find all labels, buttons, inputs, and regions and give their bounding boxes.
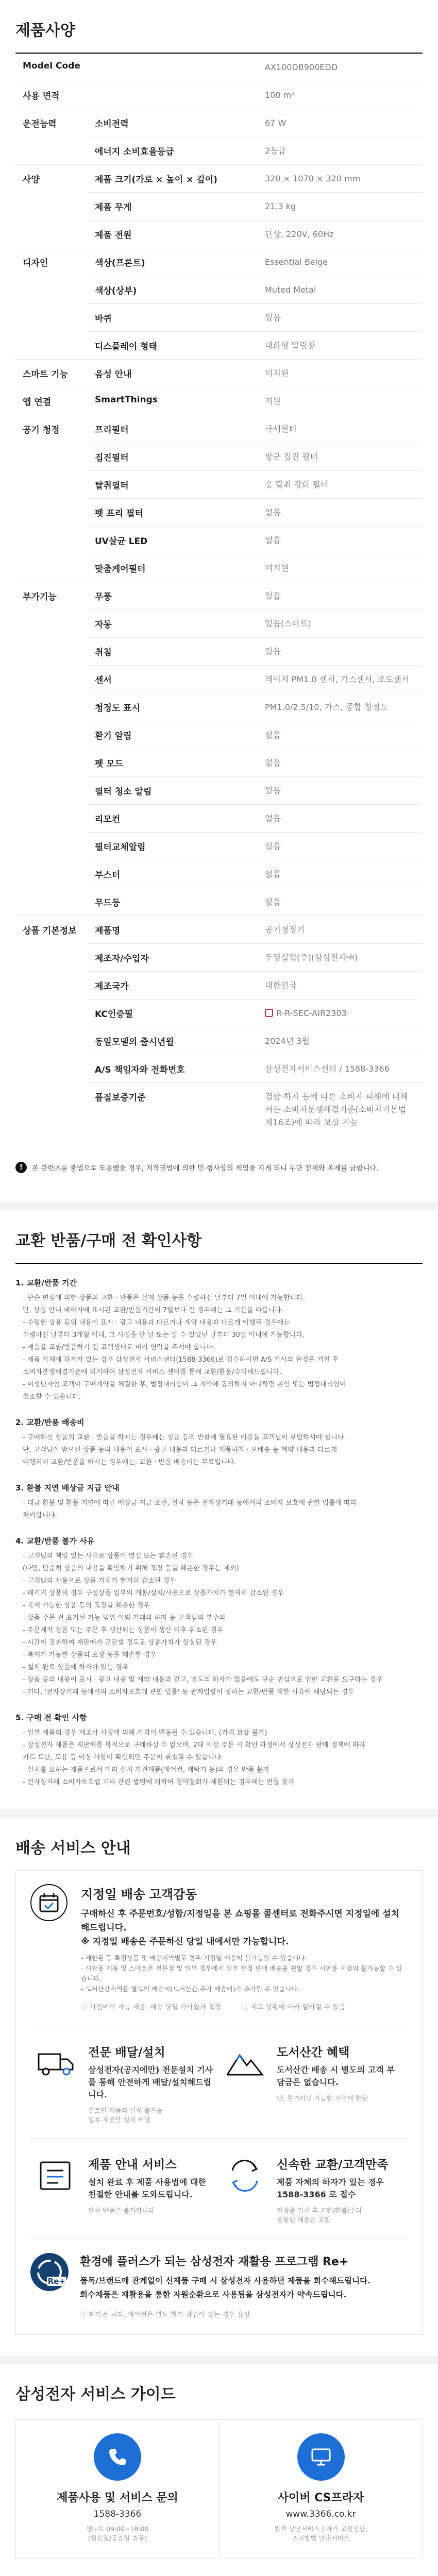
- service-cyber-url[interactable]: www.3366.co.kr: [285, 2509, 356, 2519]
- spec-row: [88, 193, 423, 221]
- delivery-section: [0, 1818, 438, 2335]
- benefit-note: 판정을 거친 후 교환/환불/수리 공통된 제품은 교환: [277, 2207, 362, 2224]
- spec-row: [88, 805, 423, 833]
- info-link: ⓘ 사전예약 가능 제품: 배송 당일 가사일과 조정: [81, 2004, 222, 2011]
- spec-row-value: Muted Metal: [265, 285, 316, 295]
- spec-row-label: 제조자/수입자: [95, 954, 149, 964]
- spec-row: [88, 1083, 423, 1136]
- spec-row-value: 지원: [265, 396, 281, 406]
- spec-row-value: 단상, 220V, 60Hz: [265, 229, 334, 239]
- spec-row: [88, 415, 423, 443]
- service-cyber-title: 사이버 CS프라자: [277, 2492, 364, 2504]
- policy-line: - 상품 주문 전 표기된 가능 범위 이외 거래의 하자 등 고객님의 부주의: [23, 1614, 226, 1622]
- spec-row: [88, 554, 423, 582]
- info-icon: ⓘ: [81, 2004, 88, 2011]
- spec-row-value: 레이저 PM1.0 센서, 가스센서, 조도센서: [265, 674, 410, 684]
- spec-group-label: 디자인: [23, 258, 48, 268]
- spec-row-label: 제품 전원: [95, 230, 132, 241]
- policy-line: - 설치 완료 상품에 하자가 있는 경우: [23, 1664, 129, 1671]
- spec-row: [88, 888, 423, 916]
- spec-row-label: 제품명: [95, 926, 121, 936]
- spec-row: [88, 276, 423, 304]
- policy-line: - 삼성전자 제품은 재판매를 목적으로 구매하실 수 없으며, 2대 이상 주문 시 확인 과정에서 삼성전자 판매 정책에 따라: [23, 1741, 366, 1749]
- spec-row-label: 맞춤케어필터: [95, 564, 146, 574]
- policy-heading: 1. 교환/반품 기간: [15, 1278, 77, 1287]
- spec-row-label: 제조국가: [95, 981, 129, 992]
- spec-group: [15, 81, 423, 109]
- policy-section: [0, 1210, 438, 1809]
- service-phone-title: 제품사용 및 서비스 문의: [57, 2492, 178, 2504]
- spec-group: [15, 582, 423, 916]
- spec-row: [88, 1055, 423, 1083]
- spec-row-label: 품질보증기준: [95, 1093, 146, 1103]
- policy-line: - 일부 제품의 경우 제조사 사정에 의해 가격이 변동될 수 있습니다. (가격 보상 불가): [23, 1729, 267, 1737]
- recycle-program: [30, 2238, 408, 2319]
- policy-line: - 제품을 교환/반품하기 전 고객센터로 미리 연락을 주셔야 합니다.: [23, 1344, 215, 1351]
- spec-row-value: 없음: [265, 730, 281, 740]
- delivery-benefit: [219, 2139, 408, 2238]
- spec-row-label: 펫 프리 필터: [95, 509, 143, 519]
- service-title: 삼성전자 서비스 가이드: [15, 2385, 176, 2403]
- spec-row: [88, 693, 423, 721]
- spec-row: [88, 527, 423, 554]
- spec-row-value: 두영실업(주)(삼성전자㈜): [265, 953, 358, 962]
- spec-row-label: 펫 모드: [95, 759, 124, 769]
- monitor-icon: [297, 2433, 345, 2481]
- benefit-note: 빌트인 제품의 설치 불가능 일부 제품만 설치 해당: [88, 2107, 163, 2124]
- mountain-icon: [224, 2043, 265, 2084]
- spec-row: [88, 638, 423, 666]
- spec-row-value: 있음: [265, 841, 281, 851]
- recycle-title: 환경에 플러스가 되는 삼성전자 재활용 프로그램 Re+: [80, 2256, 349, 2268]
- service-cyber-desc: 원격 상담서비스 / 자가 고장진단, 조치방법 안내서비스: [274, 2525, 368, 2542]
- spec-group: [15, 387, 423, 415]
- delivery-note-line: - 제한된 등 특정상품 및 배송지역별로 경우 지정일 배송이 불가능할 수 있습니다.: [81, 1954, 307, 1962]
- spec-row-label: KC인증필: [95, 1009, 133, 1020]
- service-phone-number[interactable]: 1588-3366: [93, 2509, 142, 2519]
- delivery-benefit: [219, 2026, 408, 2138]
- spec-row: [88, 304, 423, 332]
- delivery-box: [15, 1870, 423, 2335]
- benefit-title: 도서산간 혜택: [277, 2046, 350, 2059]
- spec-row-label: 무드등: [95, 898, 121, 908]
- spec-row-label: 프리필터: [95, 425, 129, 435]
- spec-table: [15, 54, 423, 1136]
- calendar-check-icon: [30, 1884, 68, 1921]
- spec-row-label: [88, 81, 258, 109]
- spec-row-value: 숯 탈취 강화 필터: [265, 480, 329, 489]
- spec-row-value: 100 m²: [265, 90, 295, 100]
- spec-row-label: 리모컨: [95, 815, 121, 825]
- spec-row-label: [88, 54, 258, 81]
- spec-row-value: 대화형 알림창: [265, 341, 315, 350]
- policy-line: - 제품 자체에 하자가 있는 경우 삼성전자 서비스센터(1588-3366)로 접수하시면 A/S 기사의 판정을 거친 후: [23, 1356, 339, 1364]
- policy-heading: 3. 환불 지연 배상금 지급 안내: [15, 1483, 120, 1493]
- spec-row: [88, 999, 423, 1027]
- spec-row-value: 있음(스마트): [265, 619, 311, 629]
- kc-mark-icon: [265, 1009, 273, 1017]
- policy-line: 수령하신 날부터 3개월 이내, 그 사실을 안 날 또는 알 수 있었던 날부터 30일 이내에 가능합니다.: [23, 1331, 305, 1339]
- phone-icon: [94, 2433, 141, 2481]
- spec-row-label: 디스플레이 형태: [95, 342, 157, 352]
- benefit-title: 신속한 교환/고객만족: [277, 2158, 389, 2172]
- spec-row-label: 자동: [95, 620, 112, 630]
- benefit-desc: 도서산간 배송 시 별도의 고객 부담금은 없습니다.: [277, 2065, 395, 2087]
- service-phone[interactable]: [16, 2420, 219, 2558]
- policy-line: - 고객님의 사용으로 상품 가치가 현저히 감소된 경우: [23, 1577, 176, 1585]
- recycle-links: [80, 2309, 370, 2319]
- policy-line: - 패키지 상품의 경우 구성상품 일부의 개봉/설치/사용으로 상품가치가 현저히 감소된 경우: [23, 1589, 284, 1597]
- spec-row-label: 탈취필터: [95, 481, 129, 491]
- spec-row-label: 소비전력: [95, 119, 129, 129]
- policy-line: - 시간이 경과하여 재판매가 곤란할 정도로 상품가치가 상실된 경우: [23, 1639, 217, 1647]
- scheduled-delivery-body2: ※ 지정일 배송은 주문하신 당일 내에서만 가능합니다.: [81, 1937, 289, 1947]
- alert-icon: !: [15, 1162, 27, 1173]
- spec-group-label: 공기 청정: [23, 425, 60, 435]
- benefit-note: 단, 원거리인 가능한 지역에 한함: [277, 2094, 368, 2102]
- spec-row: [88, 749, 423, 777]
- spec-row-value: 공기청정기: [265, 925, 305, 935]
- spec-row: [88, 248, 423, 276]
- spec-group-label: 앱 연결: [23, 397, 52, 408]
- spec-row-label: SmartThings: [95, 395, 158, 405]
- spec-row-value: Essential Beige: [265, 257, 328, 267]
- scheduled-delivery-body: 구매하신 후 주문번호/성함/지정일을 본 쇼핑몰 콜센터로 전화주시면 지정일에 설치해드립니다.: [81, 1909, 400, 1933]
- truck-icon: [36, 2043, 77, 2084]
- spec-group: [15, 54, 423, 81]
- spec-row-label: 동일모델의 출시년월: [95, 1037, 174, 1047]
- spec-row-value: 대한민국: [265, 980, 297, 990]
- spec-row-label: 환기 알림: [95, 731, 132, 741]
- spec-row: [88, 972, 423, 999]
- benefit-title: 제품 안내 서비스: [88, 2158, 177, 2172]
- spec-row: [88, 109, 423, 137]
- spec-group-label: 사양: [23, 175, 40, 185]
- policy-line: 취소할 수 있습니다.: [23, 1393, 81, 1401]
- spec-group: [15, 109, 423, 165]
- scheduled-delivery-title: 지정일 배송 고객감동: [81, 1887, 197, 1902]
- policy-heading: 2. 교환/반품 배송비: [15, 1418, 85, 1427]
- policy-line: - 복제 가능한 상품 등의 포장을 훼손한 경우: [23, 1602, 150, 1609]
- spec-row-value: 결함·하자 등에 따른 소비자 피해에 대해서는 소비자분쟁해결기준(소비자기본법 제16조)에 따라 보상 가능: [265, 1092, 408, 1127]
- spec-row-label: 센서: [95, 675, 112, 686]
- policy-line: - 미성년자인 고객이 구매계약을 체결한 후, 법정대리인이 그 계약에 동의하지 아니하면 본인 또는 법정대리인이: [23, 1381, 346, 1388]
- recycle-icon: [30, 2253, 69, 2291]
- spec-group-label: 스마트 기능: [23, 369, 69, 380]
- spec-row: [88, 221, 423, 248]
- spec-row-value: 있음: [265, 591, 281, 601]
- spec-group: [15, 165, 423, 248]
- spec-row-value: 2등급: [265, 146, 287, 156]
- policy-line: - 구매하신 상품의 교환 · 반품을 하시는 경우에는 상품 등의 반환에 필요한 비용을 고객님이 부담하셔야 합니다.: [23, 1434, 346, 1442]
- benefit-desc: 설치 완료 후 제품 사용법에 대한 친절한 안내를 도와드립니다.: [88, 2177, 206, 2199]
- info-icon: ⓘ: [80, 2311, 87, 2319]
- spec-row: [88, 443, 423, 471]
- spec-group: [15, 360, 423, 387]
- spec-row-label: 필터교체알림: [95, 842, 146, 853]
- spec-row-value: 없음: [265, 535, 281, 545]
- benefit-title: 전문 배달/설치: [88, 2046, 165, 2059]
- spec-row-value: 미지원: [265, 368, 289, 378]
- spec-row-value: AX100DB900EDD: [265, 62, 338, 72]
- section-divider: [0, 2355, 438, 2364]
- spec-row-value-text: R-R-SEC-AIR2303: [276, 1008, 347, 1018]
- spec-row-label: 무풍: [95, 592, 112, 602]
- policy-line: - 주문제작 상품 또는 주문 후 생산되는 상품이 생산 이후 취소된 경우: [23, 1626, 224, 1634]
- spec-row-label: 제품 무게: [95, 202, 132, 213]
- info-link: ⓘ 제고 상황에 따라 달라질 수 있음: [242, 2004, 346, 2011]
- spec-row: [88, 471, 423, 499]
- spec-row: [88, 387, 423, 415]
- section-divider: [0, 1809, 438, 1818]
- spec-row-value: 없음: [265, 758, 281, 768]
- delivery-benefit: [30, 2139, 219, 2238]
- policy-line: 카드 도난, 도용 등 이상 사항이 확인되면 주문이 취소될 수 있습니다.: [23, 1754, 223, 1761]
- spec-row-value: 2024년 3월: [265, 1036, 310, 1046]
- spec-row-value: 있음: [265, 313, 281, 323]
- spec-row: [88, 582, 423, 610]
- spec-row-label: A/S 책임자와 전화번호: [95, 1065, 185, 1075]
- policy-line: - 복제가 가능한 상품의 포장 등을 훼손한 경우: [23, 1651, 157, 1659]
- spec-group: [15, 248, 423, 360]
- spec-row-value: [258, 999, 423, 1027]
- policy-line: - 수령한 상품 등의 내용이 표시 · 광고 내용과 다르거나 계약 내용과 다르게 이행된 경우에는: [23, 1319, 290, 1327]
- spec-row: [88, 1027, 423, 1055]
- scheduled-delivery-notes: [81, 1953, 408, 1994]
- spec-row: [88, 81, 423, 109]
- box-icon: [36, 2155, 77, 2196]
- spec-row-label: 청정도 표시: [95, 703, 141, 714]
- policy-line: 소비자분쟁해결기준에 의거하여 삼성전자 서비스 센터를 통해 교환/환불/수리해드립니다.: [23, 1368, 282, 1376]
- spec-row: [88, 360, 423, 387]
- spec-row: [88, 165, 423, 193]
- spec-row: [88, 860, 423, 888]
- spec-row-value: 미지원: [265, 563, 289, 573]
- spec-row-value: 있음: [265, 786, 281, 795]
- spec-row: [88, 944, 423, 972]
- policy-heading: 5. 구매 전 확인 사항: [15, 1713, 87, 1722]
- policy-line: 단, 상품 안내 페이지에 표시된 교환/반품기간이 7일보다 긴 경우에는 그 기간을 따릅니다.: [23, 1307, 283, 1314]
- copyright-note: [15, 1153, 423, 1202]
- spec-row-label: 색상(상부): [95, 286, 137, 296]
- benefit-note: 단순 반품은 불가합니다: [88, 2207, 155, 2214]
- service-cyber[interactable]: [219, 2420, 422, 2558]
- spec-group-label: 사용 면적: [23, 91, 60, 101]
- spec-row-value: 삼성전자서비스센터 / 1588-3366: [265, 1064, 390, 1074]
- spec-title: 제품사양: [15, 22, 75, 40]
- spec-row-value: 없음: [265, 869, 281, 879]
- spec-section: [0, 0, 438, 1202]
- service-phone-hours: 평~토 09:00~18:00 (일요일/공휴일 휴무): [86, 2525, 149, 2542]
- benefit-desc: 제품 자체의 하자가 있는 경우 1588-3366 로 접수: [277, 2177, 384, 2199]
- spec-row: [88, 916, 423, 944]
- spec-row-label: 바퀴: [95, 314, 112, 324]
- spec-group-label: Model Code: [23, 61, 80, 71]
- info-icon: ⓘ: [242, 2004, 249, 2011]
- spec-group: [15, 916, 423, 1136]
- spec-row: [88, 499, 423, 527]
- policy-line: - 고객님의 책임 있는 사유로 상품이 멸실 또는 훼손된 경우: [23, 1552, 193, 1560]
- delivery-note-line: - 시판용 제품 및 스마트폰 전문점 및 일부 경우에서 일부 한정 판매 배송을 원할 경우 시판용 지점의 물가능할 수 있습니다.: [81, 1964, 402, 1982]
- spec-group-label: 부가기능: [23, 592, 57, 602]
- spec-row-label: 에너지 소비효율등급: [95, 147, 174, 157]
- policy-line: (다만, 단순히 상품의 내용을 확인하기 위해 포장 등을 훼손한 경우는 제외): [23, 1565, 239, 1572]
- spec-row-value: 21.3 kg: [265, 201, 296, 211]
- recycle-logo-text: Re+: [47, 2277, 65, 2286]
- spec-row: [88, 610, 423, 638]
- spec-group: [15, 415, 423, 582]
- spec-row-label: 음성 안내: [95, 369, 132, 380]
- spec-row-label: 집진필터: [95, 453, 129, 463]
- exchange-icon: [224, 2155, 265, 2196]
- spec-row-value: 있음: [265, 647, 281, 656]
- spec-row-value: 극세필터: [265, 424, 297, 434]
- spec-row-value: 없음: [265, 814, 281, 823]
- spec-row-label: 필터 청소 알림: [95, 787, 152, 797]
- spec-row-value: 320 × 1070 × 320 mm: [265, 174, 361, 183]
- spec-row: [88, 666, 423, 693]
- delivery-note-line: - 도서산간지역은 별도의 배송비(도서산간 추가 배송비)가 추가될 수 있습니다.: [81, 1985, 300, 1993]
- spec-row-label: 제품 크기(가로 × 높이 × 깊이): [95, 175, 217, 185]
- spec-row: [88, 137, 423, 164]
- spec-row-label: 색상(프론트): [95, 258, 145, 268]
- spec-row: [88, 332, 423, 359]
- spec-row-value: PM1.0/2.5/10, 가스, 종합 청정도: [265, 702, 389, 712]
- spec-row: [88, 777, 423, 805]
- service-section: [0, 2364, 438, 2576]
- spec-group-label: 운전능력: [23, 119, 57, 129]
- policy-line: - 상품 등의 내용이 표시 · 광고 내용 및 계약 내용과 같고, 별도의 하자가 없음에도 단순 변심으로 인한 교환을 요구하는 경우: [23, 1676, 383, 1684]
- policy-body: [0, 1277, 438, 1809]
- policy-line: - 기타, '전자상거래 등에서의 소비자보호에 관한 법률' 등 관계법령이 정하는 교환/반품 제한 사유에 해당되는 경우: [23, 1688, 355, 1696]
- spec-row: [88, 833, 423, 860]
- spec-row-value: 없음: [265, 507, 281, 517]
- spec-row-value: 항균 집진 필터: [265, 452, 318, 462]
- delivery-benefits: [30, 2026, 408, 2238]
- recycle-body: 품목/브랜드에 관계없이 신제품 구매 시 삼성전자 사용하던 제품을 회수해드립니다. 회수제품은 재활용을 통한 자원순환으로 사용됨을 삼성전자가 약속드립니다.: [80, 2276, 370, 2299]
- spec-row-value: 67 W: [265, 118, 287, 128]
- spec-row-label: UV살균 LED: [95, 536, 148, 547]
- policy-line: - 대금 환불 및 환불 지연에 따른 배상금 지급 조건, 절차 등은 전자상거래 등에서의 소비자 보호에 관한 법률에 따라: [23, 1499, 357, 1507]
- benefit-desc: 삼성전자(공지에만) 전문설치 기사를 통해 안전하게 배달/설치해드립니다.: [88, 2065, 213, 2099]
- delivery-title: 배송 서비스 안내: [15, 1839, 131, 1857]
- spec-row: [88, 721, 423, 749]
- policy-line: - 전자상거래 소비자보호법 기타 관련 법령에 의하여 청약철회가 제한되는 경우에는 반품 불가: [23, 1778, 295, 1786]
- spec-group-label: 상품 기본정보: [23, 926, 77, 936]
- policy-title-rule: [15, 1263, 423, 1264]
- copyright-note-text: 본 관련츠를 불법으로 도용했을 경우, 저작권법에 의한 민·형사상의 책임을 지게 되니 무단 전재와 복제를 금합니다.: [32, 1164, 379, 1173]
- policy-heading: 4. 교환/반품 불가 사유: [15, 1536, 95, 1546]
- spec-row-label: 부스터: [95, 870, 121, 880]
- scheduled-delivery-links: [81, 2002, 408, 2011]
- policy-line: 이행되어 교환/반품을 하시는 경우에는, 교환 · 반품 배송비는 무료입니다.: [23, 1459, 237, 1466]
- policy-line: 단, 고객님이 받으신 상품 등의 내용이 표시 · 광고 내용과 다르거나 제품하자 · 오배송 등 계약 내용과 다르게: [23, 1446, 338, 1454]
- policy-line: 처리합니다.: [23, 1512, 57, 1519]
- section-divider: [0, 1202, 438, 1210]
- info-link: ⓘ 폐가전 처리, 에어컨은 별도 철거 작업이 있는 경우 유상: [80, 2311, 250, 2319]
- scheduled-delivery: [30, 1884, 408, 2026]
- spec-row-value: 없음: [265, 897, 281, 907]
- policy-title: 교환 반품/구매 전 확인사항: [15, 1232, 202, 1250]
- service-guide: [15, 2419, 423, 2559]
- policy-line: - 단순 변심에 의한 상품의 교환 · 반품은 실제 상품 등을 수령하신 날부터 7일 이내에 가능합니다.: [23, 1294, 305, 1302]
- spec-row-label: 취침: [95, 648, 112, 658]
- delivery-benefit: [30, 2026, 219, 2138]
- policy-line: - 설치를 요하는 제품으로서 미리 설치 가전제품(에어컨, 세탁기 등)의 경우 반품 불가: [23, 1766, 269, 1774]
- spec-row: [88, 54, 423, 81]
